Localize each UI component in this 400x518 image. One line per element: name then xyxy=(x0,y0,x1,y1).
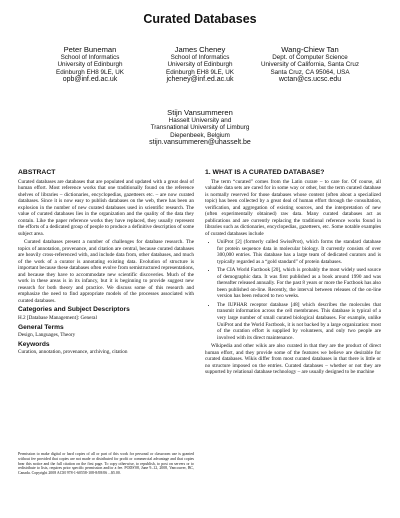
author-email[interactable]: opb@inf.ed.ac.uk xyxy=(62,76,118,84)
author-email[interactable]: wctan@cs.ucsc.edu xyxy=(278,76,342,84)
author-block-2 xyxy=(140,45,260,84)
author-affiliation-line: Transnational University of Limburg xyxy=(150,124,250,132)
author-name: Peter Buneman xyxy=(63,45,117,54)
author-affiliation-line: University of California, Santa Cruz xyxy=(261,61,359,69)
author-email[interactable]: stijn.vansummeren@uhasselt.be xyxy=(149,139,251,147)
author-block-4 xyxy=(120,108,280,147)
permission-footnote: Permission to make digital or hard copies of all or part of this work for personal or classroom use is granted without fee provided that copies are not made or distributed for profit or commercial advantage and that copies bear this notice and the full citation on the first page. To copy otherwise, to republish, to post on servers or to redistribute to lists, requires prior specific permission and/or a fee. PODS'08, June 9–12, 2008, Vancouver, BC, Canada. Copyright 2008 ACM 978-1-60558-108-8/08/06 ...$5.00. xyxy=(18,452,194,476)
general-terms-heading: General Terms xyxy=(18,323,64,331)
examples-list xyxy=(205,239,381,341)
author-name: Wang-Chiew Tan xyxy=(281,45,339,54)
abstract-heading: ABSTRACT xyxy=(18,169,56,176)
section-1-paragraph-2: Wikipedia and other wikis are also curated in that they are the product of direct human effort, and they provide some of the features we believe are desirable for curated databases. Wikis differ from most curated databases in that there is little or no structure imposed on the entries. Curated databases – whether or not they are supported by relational database technology – are usually designed to be machine xyxy=(205,343,381,376)
author-affiliation-line: Santa Cruz, CA 95064, USA xyxy=(270,68,350,76)
left-column xyxy=(18,170,194,357)
author-affiliation-line: University of Edinburgh xyxy=(167,61,233,69)
author-affiliation-line: Hasselt University and xyxy=(168,117,232,124)
abstract-paragraph-1: Curated databases are databases that are populated and updated with a great deal of human effort. Most reference works that one traditionally found on the reference shelves of libraries – dictionaries, encyclopedias, gazetteers etc. – are now curated databases. Since it is now easy to publish databases on the web, there has been an explosion in the number of new curated databases used in scientific research. The value of curated databases lies in the organization and the quality of the data they contain. Like the paper reference works they have replaced, they usually represent the efforts of a dedicated group of people to produce a definitive description of some subject area. xyxy=(18,178,194,237)
paper-title: Curated Databases xyxy=(143,12,257,26)
author-affiliation-line: School of Informatics xyxy=(60,54,120,61)
section-1-heading: 1. WHAT IS A CURATED DATABASE? xyxy=(205,169,325,176)
author-block-1 xyxy=(30,45,150,84)
author-affiliation-line: Edinburgh EH8 9LE, UK xyxy=(56,68,124,76)
keywords-text: Curation, annotation, provenance, archiving, citation xyxy=(18,349,128,356)
keywords-heading: Keywords xyxy=(18,340,50,348)
list-item: • The CIA World Factbook [20], which is probably the most widely used source of demographic data. It was first published as a book around 1990 and was thereafter released annually. For the past 8 years or more the Factbook has also been published on-line. Recently, the interval between releases of the on-line version has been reduced to two weeks. xyxy=(217,267,381,300)
categories-text: H.2 [Database Management]: General xyxy=(18,314,97,321)
right-column xyxy=(205,170,381,377)
section-1-paragraph-1: The term “curated” comes from the Latin curare – to care for. Of course, all valuable data sets are cared for in some way or other, but the term curated database is normally reserved for those databases whose content (often about a specialized topic) has been collected by a great deal of human effort through the consultation, verification, and aggregation of existing sources, and the interpretation of new (often experimentally obtained) raw data. Many curated databases act as publications and are currently replacing the traditional reference works found in libraries such as dictionaries, encyclopedias, gazetteers, etc. Some notable examples of curated databases include xyxy=(205,178,381,237)
list-item: • The IUPHAR receptor database [48] which describes the molecules that transmit information across the cell membranes. This database is typical of a very large number of small curated biological databases. For example, unlike UniProt and the World Factbook, it is not backed by a large organization: most of the curation effort is supplied by volunteers, and only two people are involved with its direct maintenance. xyxy=(217,302,381,341)
author-email[interactable]: jcheney@inf.ed.ac.uk xyxy=(166,76,234,84)
categories-heading: Categories and Subject Descriptors xyxy=(18,306,130,314)
author-name: James Cheney xyxy=(174,45,226,54)
author-affiliation-line: Dept. of Computer Science xyxy=(272,54,348,61)
author-affiliation-line: School of Informatics xyxy=(170,54,230,61)
general-terms-text: Design, Languages, Theory xyxy=(18,332,76,339)
author-block-3 xyxy=(250,45,370,84)
author-affiliation-line: Edinburgh EH8 9LE, UK xyxy=(166,68,234,76)
author-affiliation-line: University of Edinburgh xyxy=(57,61,123,69)
list-item: • UniProt [2] (formerly called SwissProt), which forms the standard database for protein sequence data in molecular biology. It currently consists of over 300,000 entries. This database has a large team of dedicated curators and is typically regarded as a “gold standard” of protein databases. xyxy=(217,239,381,265)
abstract-paragraph-2: Curated databases present a number of challenges for database research. The topics of annotation, provenance, and citation are central, because curated databases are heavily cross-referenced with, and include data from, other databases, and much of the work of a curator is annotating existing data. Evolution of structure is important because these databases often evolve from semistructured representations, and because they have to accommodate new scientific discoveries. Much of the work in these areas is in its infancy, but it is beginning to provide suggest new research for both theory and practice. We discuss some of this research and emphasize the need to find appropriate models of the processes associated with curated databases. xyxy=(18,238,194,304)
author-affiliation-line: Diepenbeek, Belgium xyxy=(170,131,230,139)
author-name: Stijn Vansummeren xyxy=(167,108,233,117)
